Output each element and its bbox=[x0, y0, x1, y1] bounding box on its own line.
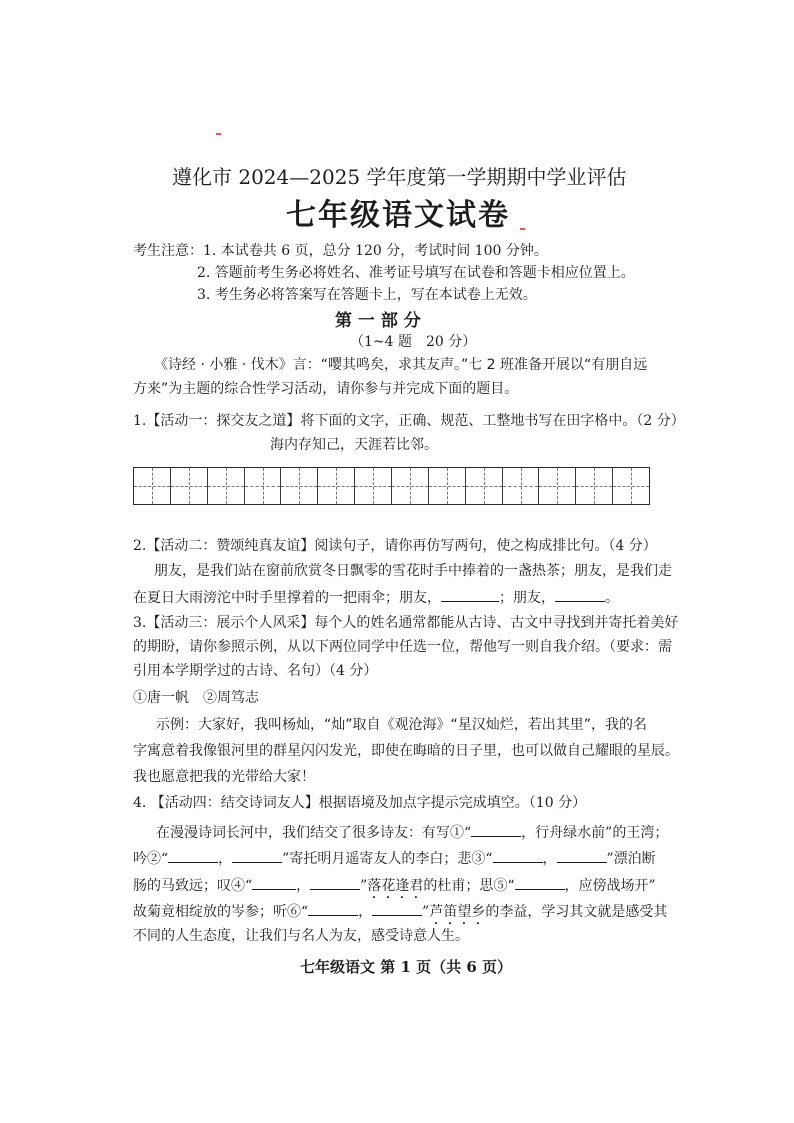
student-options: ①唐一帆 ②周笃志 bbox=[133, 690, 259, 706]
intro-line: 《诗经 · 小雅 · 伐木》言：“嘤其鸣矣，求其友声。”七 2 班准备开展以“有朋自远 bbox=[154, 357, 648, 373]
example-line: 字寓意着我像银河里的群星闪闪发光，即使在晦暗的日子里，也可以做自己耀眼的星辰。 bbox=[133, 743, 679, 759]
question-3: 引用本学期学过的古诗、名句）（4 分） bbox=[133, 663, 378, 679]
answer-blank[interactable] bbox=[310, 876, 360, 890]
notice-item: 2. 答题前考生务必将姓名、准考证号填写在试卷和答题卡相应位置上。 bbox=[197, 265, 635, 281]
page-footer: 七年级语文 第 1 页（共 6 页） bbox=[300, 958, 512, 976]
exam-title: 遵化市 2024—2025 学年度第一学期期中学业评估 bbox=[172, 165, 627, 189]
answer-blank[interactable] bbox=[557, 849, 607, 863]
answer-blank[interactable] bbox=[471, 823, 521, 837]
red-mark bbox=[216, 133, 221, 135]
notice-label: 考生注意： bbox=[133, 243, 203, 259]
copy-text: 海内存知己，天涯若比邻。 bbox=[270, 437, 438, 453]
part-title: 第 一 部 分 bbox=[335, 311, 421, 331]
question-3: 的期盼，请你参照示例，从以下两位同学中任选一位，帮他写一则自我介绍。（要求：需 bbox=[133, 639, 672, 655]
example-line: 示例：大家好，我叫杨灿，“灿”取自《观沧海》“星汉灿烂，若出其里”，我的名 bbox=[156, 717, 648, 733]
writing-grid[interactable] bbox=[133, 467, 650, 505]
question-3: 3.【活动三：展示个人风采】每个人的姓名通常都能从古诗、古文中寻找到并寄托着美好 bbox=[133, 615, 679, 631]
answer-blank[interactable] bbox=[493, 849, 543, 863]
example-line: 朋友，是我们站在窗前欣赏冬日飘零的雪花时手中捧着的一盏热茶；朋友，是我们走 bbox=[154, 563, 672, 579]
answer-blank[interactable] bbox=[555, 588, 605, 602]
example-line-with-blanks: 在夏日大雨滂沱中时手里撑着的一把雨伞；朋友， ；朋友， 。 bbox=[133, 590, 619, 606]
answer-blank[interactable] bbox=[372, 902, 422, 916]
answer-blank[interactable] bbox=[252, 876, 296, 890]
part-range: （1~4 题 20 分） bbox=[350, 334, 477, 350]
answer-blank[interactable] bbox=[168, 849, 218, 863]
answer-blank[interactable] bbox=[308, 902, 358, 916]
notice-item: 3. 考生务必将答案写在答题卡上，写在本试卷上无效。 bbox=[197, 287, 537, 303]
exam-subtitle: 七年级语文试卷 bbox=[286, 198, 510, 233]
answer-blank[interactable] bbox=[441, 588, 499, 602]
notice-item: 1. 本试卷共 6 页，总分 120 分，考试时间 100 分钟。 bbox=[203, 243, 548, 259]
question-4: 4. 【活动四：结交诗词友人】根据语境及加点字提示完成填空。（10 分） bbox=[133, 795, 587, 811]
intro-line: 方来”为主题的综合性学习活动，请你参与并完成下面的题目。 bbox=[133, 381, 519, 397]
question-2: 2.【活动二：赞颂纯真友谊】阅读句子，请你再仿写两句，使之构成排比句。（4 分） bbox=[133, 538, 657, 554]
dotted-hint: 芦笛望乡 bbox=[429, 904, 486, 920]
fill-line: 在漫漫诗词长河中，我们结交了很多诗友：有写①“ ，行舟绿水前”的王湾； bbox=[156, 825, 669, 841]
example-line: 我也愿意把我的光带给大家！ bbox=[133, 769, 315, 785]
answer-blank[interactable] bbox=[232, 849, 282, 863]
fill-line: 吟②“ ， ”寄托明月遥寄友人的李白；悲③“ ， ”漂泊断 bbox=[133, 851, 656, 867]
red-mark bbox=[520, 228, 525, 230]
fill-line: 故菊竟相绽放的岑参；听⑥“ ， ”芦笛望乡的李益，学习其文就是感受其 bbox=[133, 904, 668, 920]
question-1: 1.【活动一：探交友之道】将下面的文字，正确、规范、工整地书写在田字格中。（2 分） bbox=[133, 413, 685, 429]
answer-blank[interactable] bbox=[515, 876, 565, 890]
fill-line: 不同的人生态度，让我们与名人为友，感受诗意人生。 bbox=[133, 928, 469, 944]
fill-line: 肠的马致远；叹④“ ， ”落花逢君的杜甫；思⑤“ ，应傍战场开” bbox=[133, 878, 656, 894]
dotted-hint: 落花逢君 bbox=[367, 878, 424, 894]
